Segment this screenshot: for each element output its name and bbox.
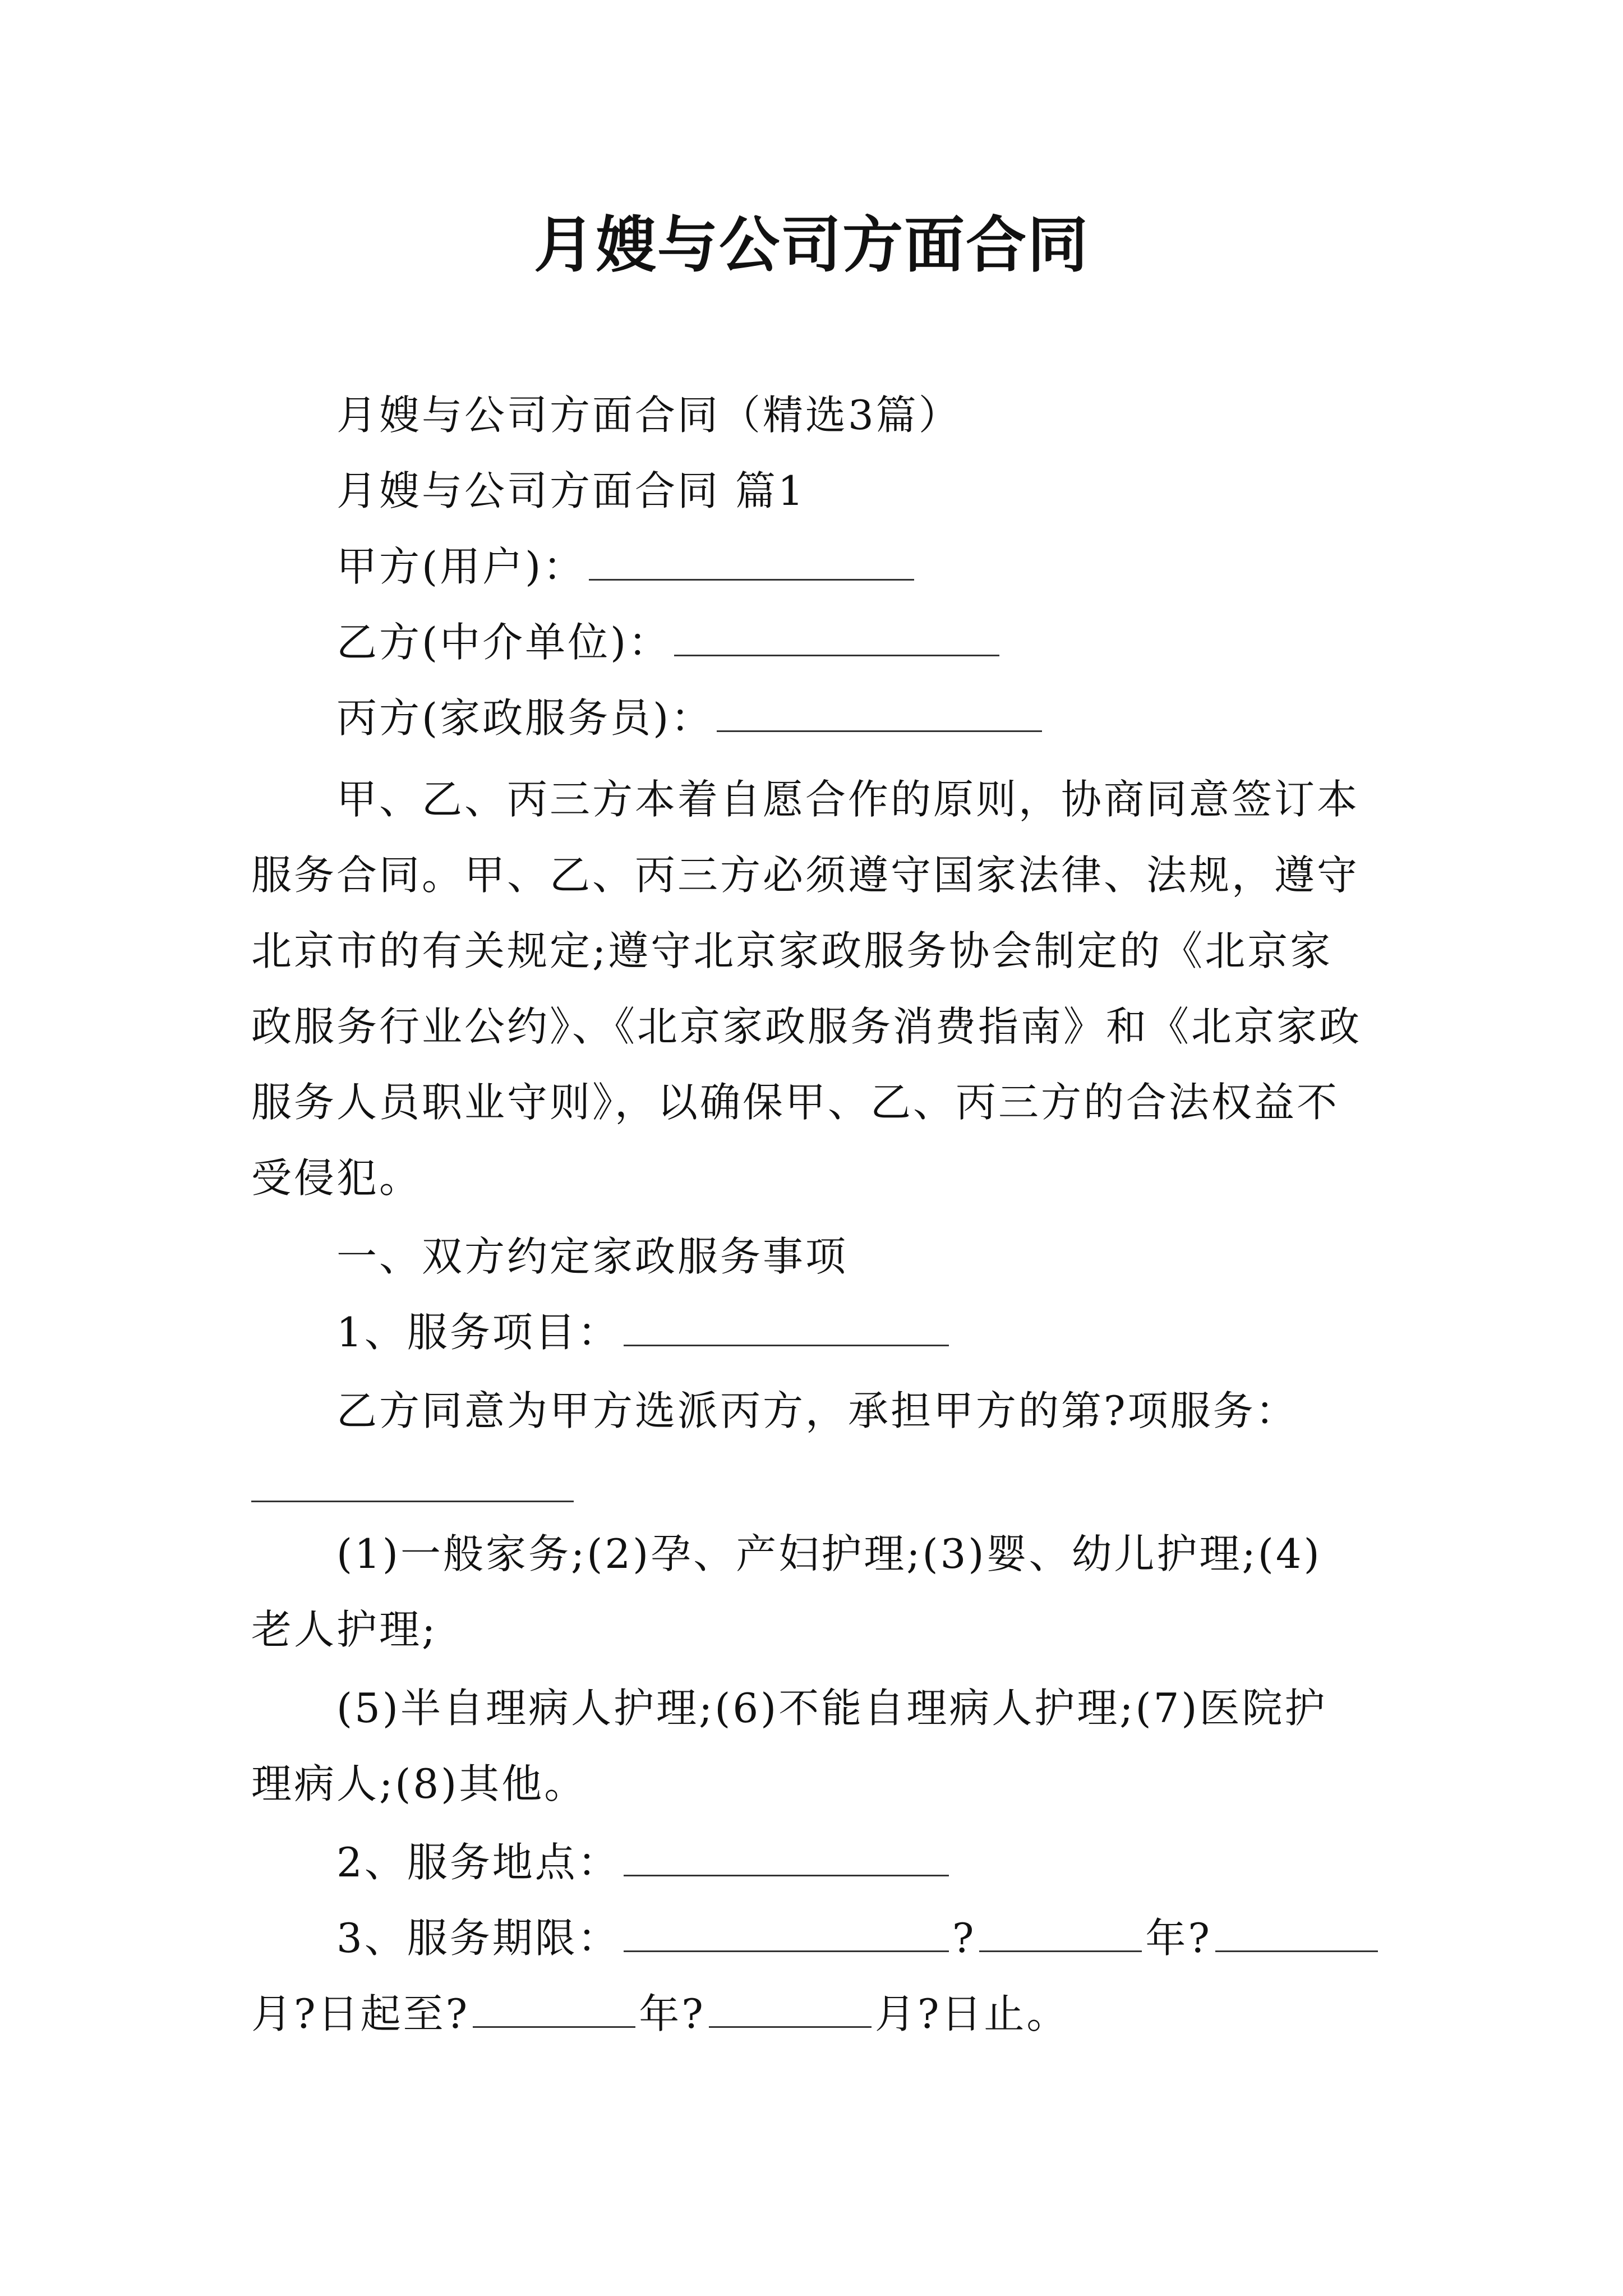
service-term-line-2 — [251, 1986, 1384, 2042]
party-c-blank[interactable] — [717, 690, 1042, 732]
options-line: (1)一般家务;(2)孕、产妇护理;(3)婴、幼儿护理;(4) — [336, 1530, 1322, 1577]
intro-line: 北京市的有关规定;遵守北京家政服务协会制定的《北京家 — [251, 927, 1333, 974]
service-location-blank[interactable] — [624, 1834, 949, 1876]
document-title: 月嫂与公司方面合同 — [533, 210, 1089, 280]
party-b-blank[interactable] — [674, 614, 999, 656]
service-term-label: 3、服务期限： — [336, 1915, 620, 1962]
end-year-blank[interactable] — [473, 1986, 635, 2028]
service-item-line — [336, 1304, 1469, 1360]
service-item-label: 1、服务项目： — [336, 1309, 620, 1356]
service-term-line — [336, 1910, 1469, 1966]
options-line: (5)半自理病人护理;(6)不能自理病人护理;(7)医院护 — [336, 1685, 1327, 1732]
party-b-line — [336, 614, 1469, 670]
end-month-blank[interactable] — [709, 1986, 872, 2028]
start-month-blank[interactable] — [1215, 1910, 1378, 1952]
end-year-text: 年? — [639, 1990, 706, 2037]
intro-line: 服务合同。甲、乙、丙三方必须遵守国家法律、法规，遵守 — [251, 852, 1360, 899]
party-a-blank[interactable] — [589, 539, 914, 581]
party-c-line — [336, 690, 1469, 746]
party-a-label: 甲方(用户)： — [336, 543, 586, 590]
start-year-blank[interactable] — [979, 1910, 1142, 1952]
service-number-blank[interactable] — [251, 1501, 574, 1502]
intro-line: 甲、乙、丙三方本着自愿合作的原则，协商同意签订本 — [336, 776, 1360, 823]
intro-line: 政服务行业公约》、《北京家政服务消费指南》和《北京家政 — [251, 1003, 1362, 1050]
intro-line: 服务人员职业守则》，以确保甲、乙、丙三方的合法权益不 — [251, 1079, 1340, 1126]
party-b-label: 乙方(中介单位)： — [336, 619, 671, 666]
options-line: 理病人;(8)其他。 — [251, 1760, 587, 1807]
service-item-blank[interactable] — [624, 1304, 949, 1346]
service-term-q: ? — [952, 1915, 976, 1962]
end-month-text: 月?日止。 — [874, 1990, 1069, 2037]
start-year-text: 年? — [1145, 1915, 1212, 1962]
start-month-text: 月?日起至? — [251, 1990, 470, 2037]
party-a-line — [336, 539, 1469, 595]
service-item-desc: 乙方同意为甲方选派丙方，承担甲方的第?项服务： — [336, 1387, 1298, 1434]
part-heading: 月嫂与公司方面合同 篇1 — [336, 467, 806, 514]
intro-line: 受侵犯。 — [251, 1154, 422, 1202]
service-location-line — [336, 1834, 1469, 1890]
subtitle: 月嫂与公司方面合同（精选3篇） — [336, 392, 961, 439]
service-location-label: 2、服务地点： — [336, 1839, 620, 1886]
section-heading: 一、双方约定家政服务事项 — [336, 1233, 849, 1280]
party-c-label: 丙方(家政服务员)： — [336, 694, 714, 742]
service-term-blank[interactable] — [624, 1910, 949, 1952]
options-line: 老人护理; — [251, 1606, 438, 1653]
